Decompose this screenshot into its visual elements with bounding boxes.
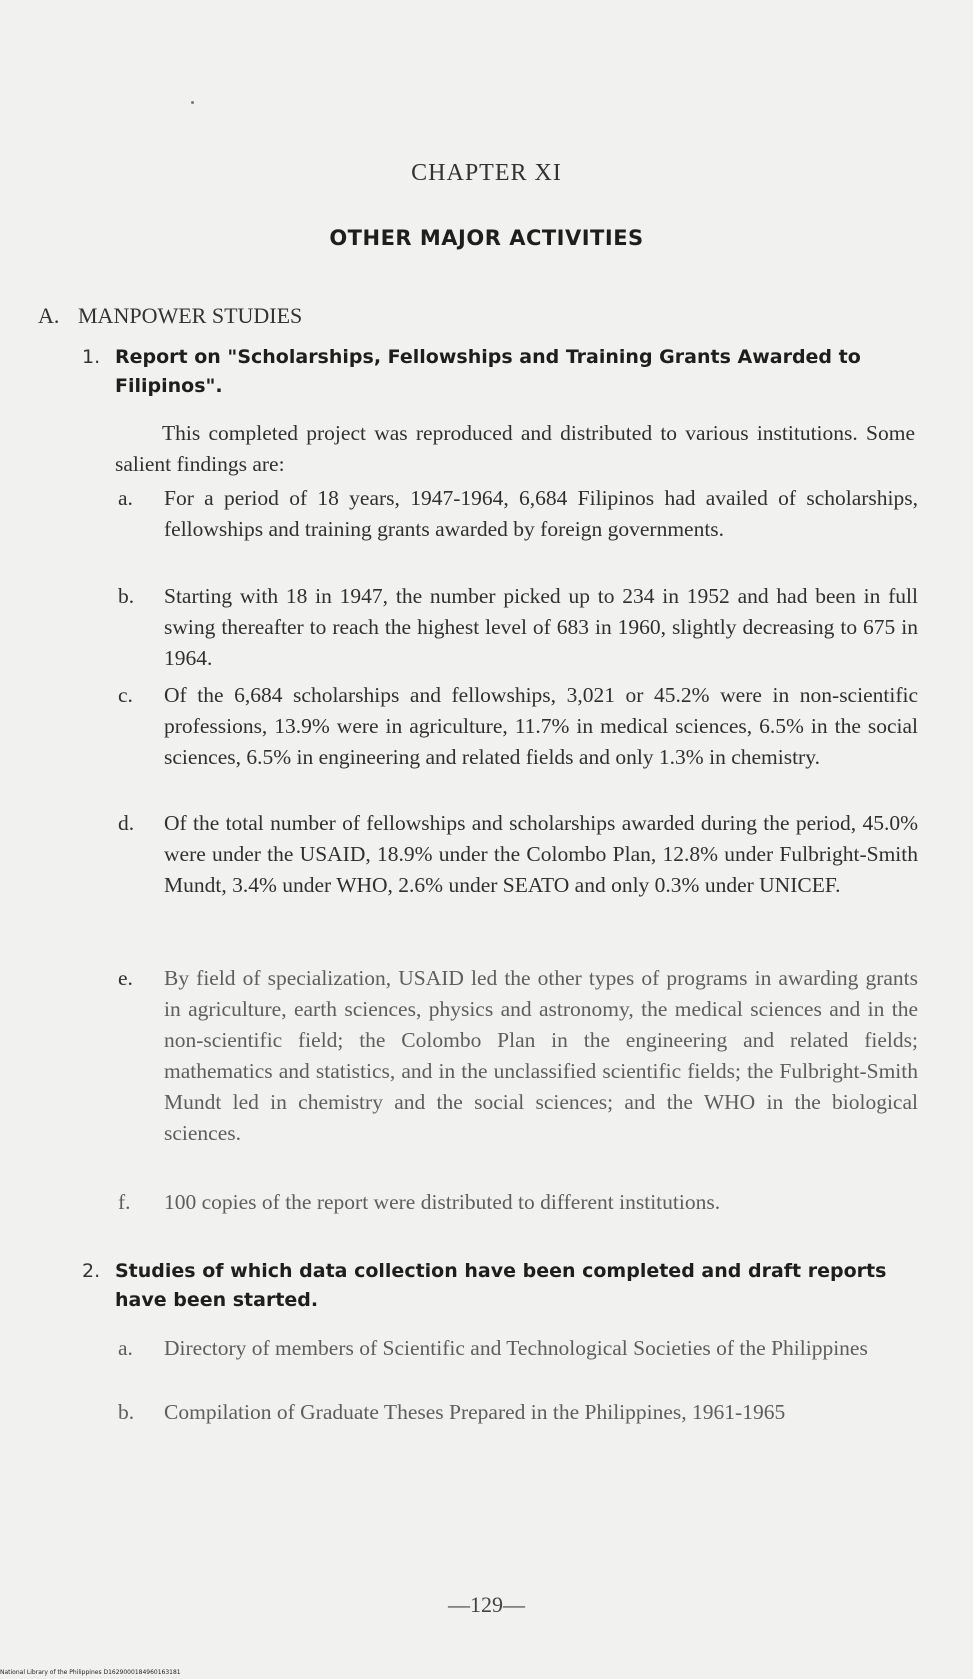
finding-item (118, 581, 918, 674)
item-label: e. (118, 966, 133, 990)
subheading-number: 1. (82, 346, 101, 368)
finding-item (118, 1187, 918, 1218)
item-text: Compilation of Graduate Theses Prepared in the Philippines, 1961-1965 (164, 1400, 786, 1424)
section-text: MANPOWER STUDIES (78, 303, 303, 328)
item-text: Directory of members of Scientific and Technological Societies of the Philippines (164, 1336, 868, 1360)
finding-item (118, 963, 918, 1149)
item-label: c. (118, 683, 133, 707)
paper-speck (191, 101, 194, 104)
item-label: f. (118, 1190, 131, 1214)
subheading-2 (82, 1257, 922, 1315)
item-label: b. (118, 1400, 135, 1424)
section-heading (38, 303, 302, 329)
item-label: b. (118, 584, 135, 608)
subheading-number: 2. (82, 1260, 101, 1282)
finding-item (118, 680, 918, 773)
chapter-title: OTHER MAJOR ACTIVITIES (329, 226, 644, 250)
item-text: Of the total number of fellowships and scholarships awarded during the period, 45.0% were under the USAID, 18.9% under the Colombo Plan, 12.8% under Fulbright-Smith Mundt, 3.4% under WHO, 2.6% under SEATO and only 0.3% under UNICEF. (164, 811, 918, 897)
item-label: d. (118, 811, 135, 835)
item-text: 100 copies of the report were distributed to different institutions. (164, 1190, 721, 1214)
page-number: —129— (448, 1592, 525, 1617)
subheading-1 (82, 343, 922, 401)
subheading-text: Studies of which data collection have been completed and draft reports have been started. (115, 1260, 887, 1311)
section-letter: A. (38, 303, 60, 328)
item-text: Starting with 18 in 1947, the number picked up to 234 in 1952 and had been in full swing thereafter to reach the highest level of 683 in 1960, slightly decreasing to 675 in 1964. (164, 584, 918, 670)
item-label: a. (118, 1336, 133, 1360)
item-text: For a period of 18 years, 1947-1964, 6,684 Filipinos had availed of scholarships, fellowships and training grants awarded by foreign governments. (164, 486, 918, 541)
study-item (118, 1397, 918, 1428)
study-item (118, 1333, 918, 1364)
item-text: Of the 6,684 scholarships and fellowships, 3,021 or 45.2% were in non-scientific professions, 13.9% were in agriculture, 11.7% in medical sciences, 6.5% in the social sciences, 6.5% in engineering and related fields and only 1.3% in chemistry. (164, 683, 918, 769)
intro-paragraph: This completed project was reproduced and distributed to various institutions. Some salient findings are: (115, 421, 915, 476)
item-label: a. (118, 486, 133, 510)
item-text: By field of specialization, USAID led the other types of programs in awarding grants in agriculture, earth sciences, physics and astronomy, the medical sciences and in the non-scientific field; the Colombo Plan in the engineering and related fields; mathematics and statistics, and in the unclassified scientific fields; the Fulbright-Smith Mundt led in chemistry and the social sciences; and the WHO in the biological sciences. (164, 966, 918, 1145)
subheading-text: Report on "Scholarships, Fellowships and Training Grants Awarded to Filipinos". (115, 346, 861, 397)
chapter-label: CHAPTER XI (411, 160, 562, 186)
finding-item (118, 808, 918, 901)
finding-item (118, 483, 918, 545)
library-credit: National Library of the Philippines D1629000184960163181 (0, 1669, 181, 1676)
